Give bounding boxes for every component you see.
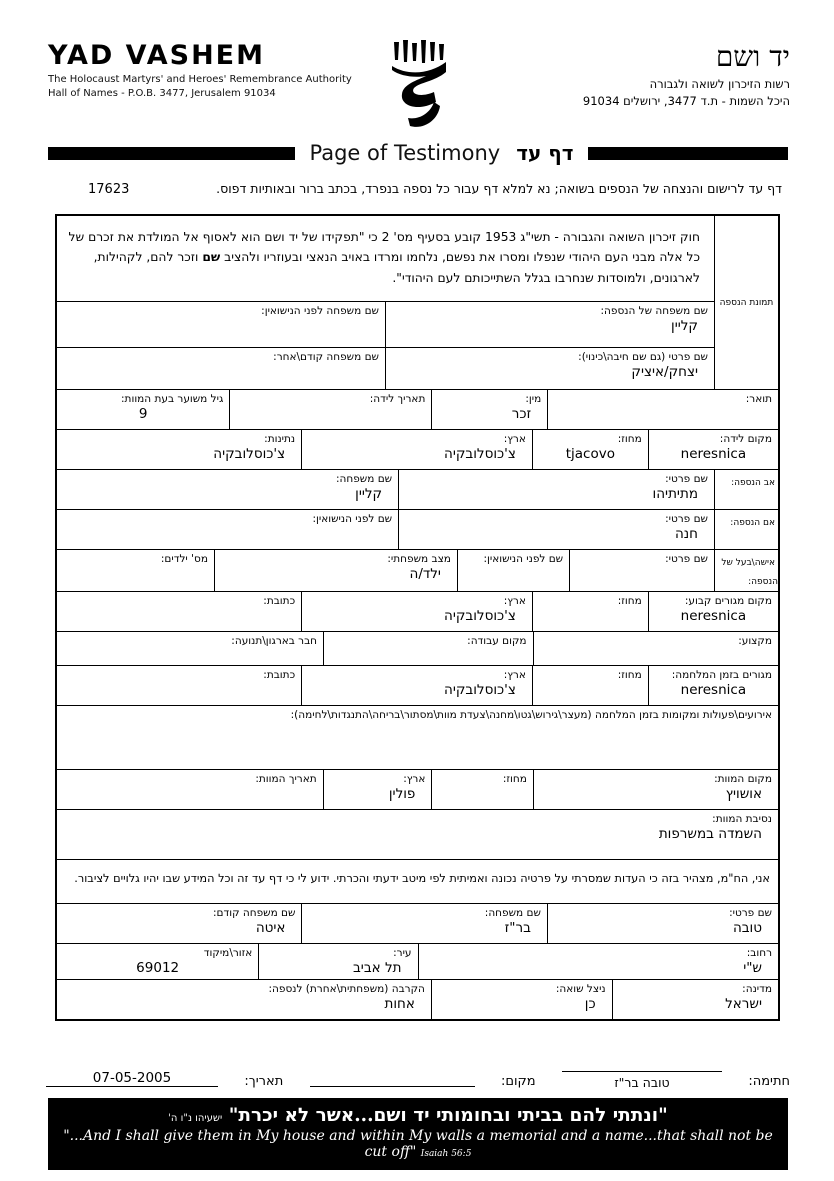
yad-vashem-english-title: YAD VASHEM (48, 40, 265, 71)
field-label: עיר: (393, 947, 412, 959)
date-label: תאריך: (244, 1074, 284, 1089)
field-value: טובה (732, 920, 762, 936)
yad-vashem-hebrew-title: יד ושם (715, 40, 790, 73)
header-english-block (48, 40, 359, 135)
field-workplace (323, 632, 533, 665)
field-label: מקצוע: (738, 635, 772, 647)
victim-photo-label: תמונת הנספה (719, 297, 774, 308)
field-label: מס' ילדים: (160, 553, 208, 565)
menorah-logo-icon (359, 40, 479, 135)
field-value: neresnica (680, 446, 747, 462)
field-value: קליין (671, 318, 698, 334)
declaration (57, 860, 778, 903)
law-paragraph (57, 216, 714, 301)
field-value: אחות (384, 996, 415, 1012)
field-label: מחוז: (617, 433, 642, 445)
field-submitter-family-name (301, 904, 546, 943)
instruction-row (88, 181, 782, 197)
field-label: נסיבת המוות: (712, 813, 772, 825)
field-label: מקום מגורים קבוע: (684, 595, 772, 607)
field-city (258, 944, 417, 979)
field-label: מחוז: (617, 595, 642, 607)
field-value: ש"י (743, 960, 762, 976)
field-value: צ'כוסלובקיה (213, 446, 286, 462)
page-title-row (48, 141, 788, 165)
field-age-at-death (57, 390, 229, 429)
form-top-section (57, 216, 778, 389)
victim-photo-box (714, 216, 778, 389)
field-value: 9 (138, 406, 148, 422)
field-label: שם לפני הנישואין: (483, 553, 564, 565)
field-label: הקרבה (משפחתית\אחרת) לנספה: (268, 983, 425, 995)
field-value: זכר (511, 406, 532, 422)
field-organization-membership (57, 632, 323, 665)
field-value: פולין (388, 786, 416, 802)
date-field (46, 1070, 218, 1090)
field-label: שם משפחה: (335, 473, 393, 485)
field-father-first-name (398, 470, 714, 509)
field-value: קליין (355, 486, 383, 502)
field-label: מצב משפחתי: (387, 553, 451, 565)
header-hebrew-subtitle-1: רשות הזיכרון לשואה ולגבורה (649, 77, 790, 91)
field-wartime-country (301, 666, 532, 705)
field-value: ילד/ה (409, 566, 441, 582)
field-value (57, 525, 398, 528)
field-submitter-previous-family-name (57, 904, 301, 943)
field-label: מין: (525, 393, 542, 405)
serial-number: 17623 (88, 182, 130, 197)
signature-name: טובה בר"ז (614, 1075, 670, 1090)
date-line: 07-05-2005 (46, 1070, 218, 1087)
field-value (57, 317, 385, 320)
instruction-text: דף עד לרישום והנצחה של הנספים בשואה; נא למלא דף עבור כל נספה בנפרד, בכתב ברור ובאותיות דפוס. (216, 181, 782, 196)
header-english-subtitle-1: The Holocaust Martyrs' and Heroes' Remembrance Authority (48, 74, 352, 85)
section-label: אישה\בעל של הנספה: (721, 558, 778, 588)
field-label: מקום לידה: (719, 433, 772, 445)
field-label: שם פרטי: (665, 513, 708, 525)
field-father-family-name (57, 470, 398, 509)
field-birth-date (229, 390, 431, 429)
field-wartime-residence (648, 666, 778, 705)
field-spouse-first-name (569, 550, 714, 591)
field-label: אזור\מיקוד (203, 947, 253, 959)
field-victim-family-name (385, 302, 714, 347)
field-label: אירועים\פעולות ומקומות בזמן המלחמה (מעצר\גירוש\גטו\מחנה\צעדת מוות\מסתור\בריחה\התנגדות\לחימה): (290, 709, 772, 721)
field-value: השמדה במשרפות (658, 826, 762, 842)
field-value (57, 363, 385, 366)
field-mother-maiden-name (57, 510, 398, 549)
field-value: צ'כוסלובקיה (444, 682, 516, 698)
field-zip-code (57, 944, 258, 979)
field-marital-status (214, 550, 457, 591)
section-father (714, 470, 778, 509)
field-value: חנה (674, 526, 698, 542)
signature-field (562, 1055, 722, 1090)
field-gender (431, 390, 547, 429)
field-value: כן (584, 996, 596, 1012)
field-value: יצחק/איציק (631, 364, 698, 380)
title-right-bar (588, 147, 788, 160)
field-label: מקום עבודה: (467, 635, 527, 647)
field-value: ישראל (725, 996, 762, 1012)
field-label: ניצל שואה: (555, 983, 606, 995)
field-label: ארץ: (503, 433, 526, 445)
field-label: מחוז: (617, 669, 642, 681)
field-label: רחוב: (746, 947, 772, 959)
field-label: תאריך המוות: (255, 773, 317, 785)
field-label: כתובת: (263, 595, 296, 607)
section-mother (714, 510, 778, 549)
field-wartime-district (532, 666, 648, 705)
field-value: תל אביב (353, 960, 402, 976)
field-country-of-residence (612, 980, 778, 1019)
field-relation-to-victim (57, 980, 431, 1019)
field-residence-district (532, 592, 648, 631)
field-label: שם פרטי (גם שם חיבה\כינוי): (578, 351, 708, 363)
field-death-date (57, 770, 323, 809)
field-residence-address (57, 592, 301, 631)
field-maiden-name (57, 302, 385, 347)
field-spouse-maiden-name (457, 550, 569, 591)
field-label: שם לפני הנישואין: (312, 513, 393, 525)
field-value: בר"ז (504, 920, 531, 936)
field-death-place (533, 770, 778, 809)
field-label: נתינות: (264, 433, 296, 445)
field-label: כתובת: (263, 669, 296, 681)
quote-hebrew: "ונתתי להם בביתי ובחומותי יד ושם...אשר לא יכרת" ישעיהו נ"ו ה' (168, 1105, 668, 1126)
field-value: איטה (255, 920, 286, 936)
page-header (0, 0, 834, 135)
field-label: תואר: (745, 393, 772, 405)
field-value: neresnica (680, 682, 747, 698)
field-value: אושויץ (725, 786, 762, 802)
field-death-circumstances (57, 810, 778, 859)
field-title (547, 390, 778, 429)
header-hebrew-subtitle-2: היכל השמות - ת.ד 3477, ירושלים 91034 (582, 94, 790, 108)
quote-hebrew-reference: ישעיהו נ"ו ה' (168, 1113, 223, 1124)
field-birth-country (301, 430, 532, 469)
section-label: אם הנספה: (730, 518, 775, 528)
place-label: מקום: (500, 1074, 536, 1089)
field-death-country (323, 770, 432, 809)
field-value: 69012 (136, 960, 180, 976)
field-label: מדינה: (742, 983, 772, 995)
quote-banner (48, 1098, 788, 1170)
header-hebrew-block (479, 40, 790, 135)
field-label: ארץ: (503, 595, 526, 607)
field-label: ארץ: (503, 669, 526, 681)
header-english-subtitle-2: Hall of Names - P.O.B. 3477, Jerusalem 91034 (48, 88, 276, 99)
field-birth-district (532, 430, 648, 469)
field-label: שם פרטי: (665, 473, 708, 485)
signature-row (46, 1055, 790, 1090)
field-label: שם משפחה של הנספה: (600, 305, 708, 317)
field-value: neresnica (680, 608, 747, 624)
field-previous-family-name (57, 348, 385, 389)
field-wartime-address (57, 666, 301, 705)
field-citizenship (57, 430, 301, 469)
field-label: שם משפחה לפני הנישואין: (261, 305, 379, 317)
page-title-english: Page of Testimony (309, 141, 501, 165)
field-label: מקום המוות: (714, 773, 772, 785)
field-label: ארץ: (403, 773, 426, 785)
field-label: שם משפחה קודם: (212, 907, 296, 919)
field-value: tjacovo (565, 446, 615, 462)
section-label: אב הנספה: (731, 478, 775, 488)
page-title-hebrew: דף עד (516, 141, 574, 165)
field-mother-first-name (398, 510, 714, 549)
field-value: צ'כוסלובקיה (444, 446, 516, 462)
field-wartime-events (57, 706, 778, 769)
field-label: שם פרטי: (729, 907, 772, 919)
section-spouse (714, 550, 778, 591)
quote-english: "...And I shall give them in My house and within My walls a memorial and a name...that shall not be cut off" Isaiah 56:5 (63, 1128, 773, 1160)
field-label: מחוז: (502, 773, 527, 785)
declaration-text: אני, הח"מ, מצהיר בזה כי העדות שמסרתי על פרטיה נכונה ואמיתית לפי מיטב ידעתי והכרתי. ידוע לי כי דף עד זה וכל המידע שבו יהיו גלויים לציבור. (74, 872, 770, 885)
field-first-name (385, 348, 714, 389)
page-title (295, 141, 588, 165)
field-label: שם משפחה קודם\אחר: (273, 351, 379, 363)
field-profession (533, 632, 778, 665)
field-death-district (431, 770, 533, 809)
field-street (418, 944, 779, 979)
field-number-of-children (57, 550, 214, 591)
field-label: שם פרטי: (665, 553, 708, 565)
field-permanent-residence (648, 592, 778, 631)
field-submitter-first-name (547, 904, 778, 943)
place-field (310, 1070, 475, 1090)
field-residence-country (301, 592, 532, 631)
field-label: שם משפחה: (484, 907, 541, 919)
field-label: גיל משוער בעת המוות: (121, 393, 224, 405)
field-label: חבר בארגון\תנועה: (231, 635, 318, 647)
testimony-form (55, 214, 780, 1021)
signature-line (562, 1055, 722, 1072)
field-holocaust-survivor (431, 980, 612, 1019)
law-text: חוק זיכרון השואה והגבורה - תשי"ג 1953 קובע בסעיף מס' 2 כי "תפקידו של יד ושם הוא לאסוף אל המולדת את זכרם של כל אלה מבני העם היהודי שנפלו ומסרו את נפשם, נלחמו ומרדו באויב הנאצי ובעוזריו ולהציב שם וזכר להם, לקהילות, לארגונים, ולמוסדות שנחרבו בגלל השתייכותם לעם היהודי". (68, 230, 700, 285)
field-birth-place (648, 430, 778, 469)
field-value: מתיתיהו (652, 486, 698, 502)
signature-label: חתימה: (748, 1074, 790, 1089)
field-label: תאריך לידה: (369, 393, 426, 405)
quote-english-reference: Isaiah 56:5 (420, 1149, 472, 1159)
field-value: צ'כוסלובקיה (444, 608, 516, 624)
title-left-bar (48, 147, 295, 160)
place-line (310, 1070, 475, 1087)
field-label: מגורים בזמן המלחמה: (671, 669, 772, 681)
